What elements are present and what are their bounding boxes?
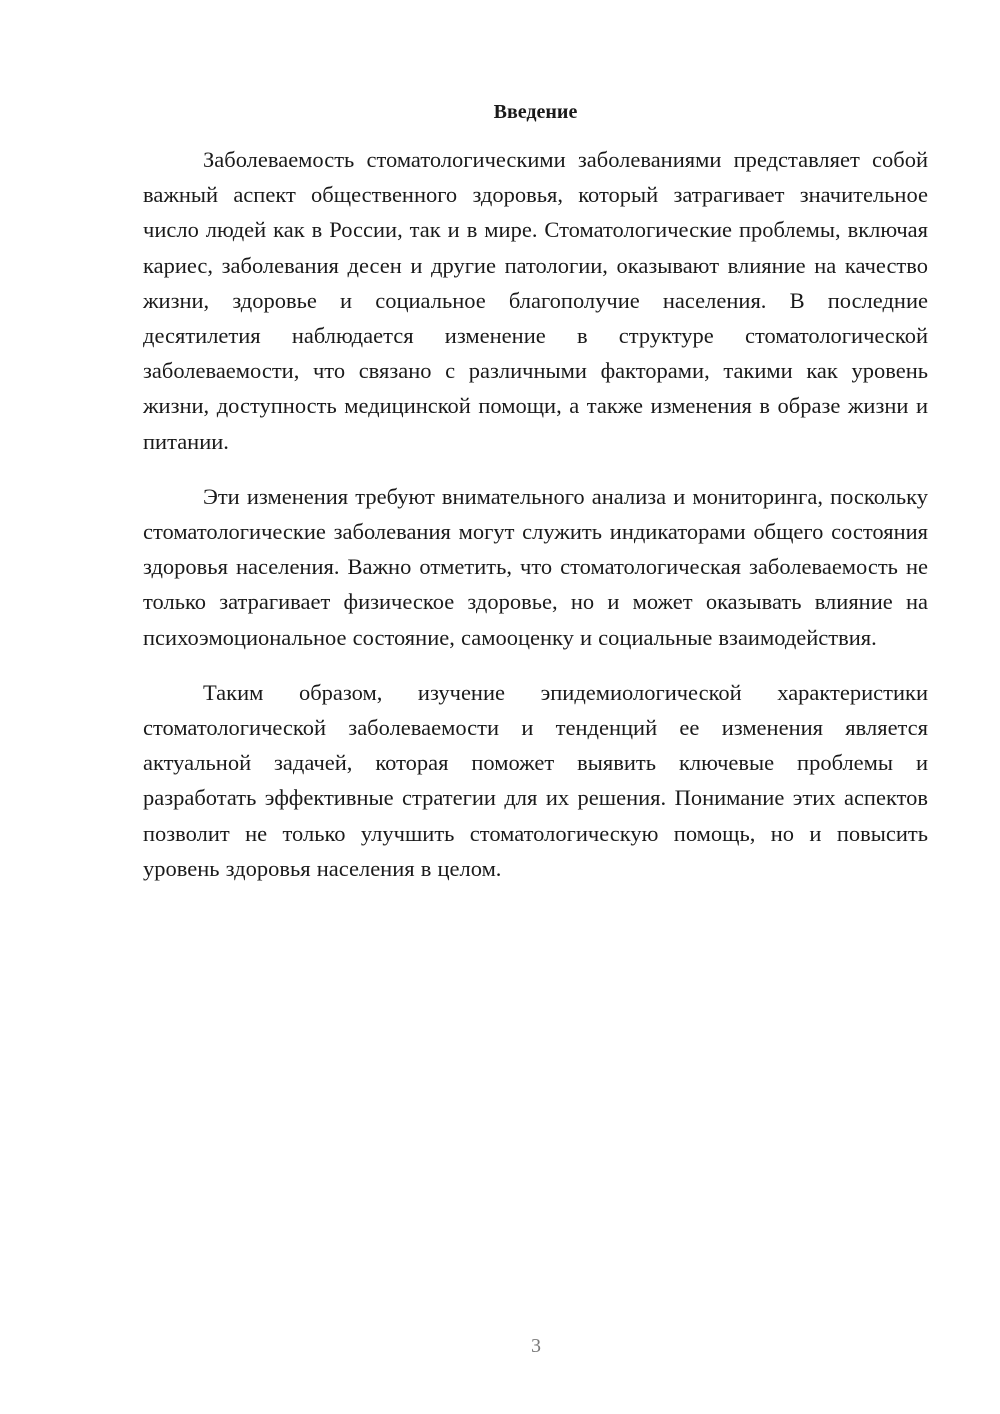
paragraph-2: Эти изменения требуют внимательного анализа и мониторинга, поскольку стоматологические заболевания могут служить индикаторами общего состояния здоровья населения. Важно отметить, что стоматологическая заболеваемость не только затрагивает физическое здоровье, но и может оказывать влияние на психоэмоциональное состояние, самооценку и социальные взаимодействия. [143, 483, 928, 650]
page-number: 3 [531, 1335, 541, 1357]
section-title: Введение [493, 101, 578, 123]
paragraph-3: Таким образом, изучение эпидемиологической характеристики стоматологической заболеваемости и тенденций ее изменения является актуальной задачей, которая поможет выявить ключевые проблемы и разработать эффективные стратегии для их решения. Понимание этих аспектов позволит не только улучшить стоматологическую помощь, но и повысить уровень здоровья населения в целом. [143, 679, 928, 881]
body-text [143, 142, 928, 906]
paragraph-1: Заболеваемость стоматологическими заболеваниями представляет собой важный аспект общественного здоровья, который затрагивает значительное число людей как в России, так и в мире. Стоматологические проблемы, включая кариес, заболевания десен и другие патологии, оказывают влияние на качество жизни, здоровье и социальное благополучие населения. В последние десятилетия наблюдается изменение в структуре стоматологической заболеваемости, что связано с различными факторами, такими как уровень жизни, доступность медицинской помощи, а также изменения в образе жизни и питании. [143, 147, 928, 454]
